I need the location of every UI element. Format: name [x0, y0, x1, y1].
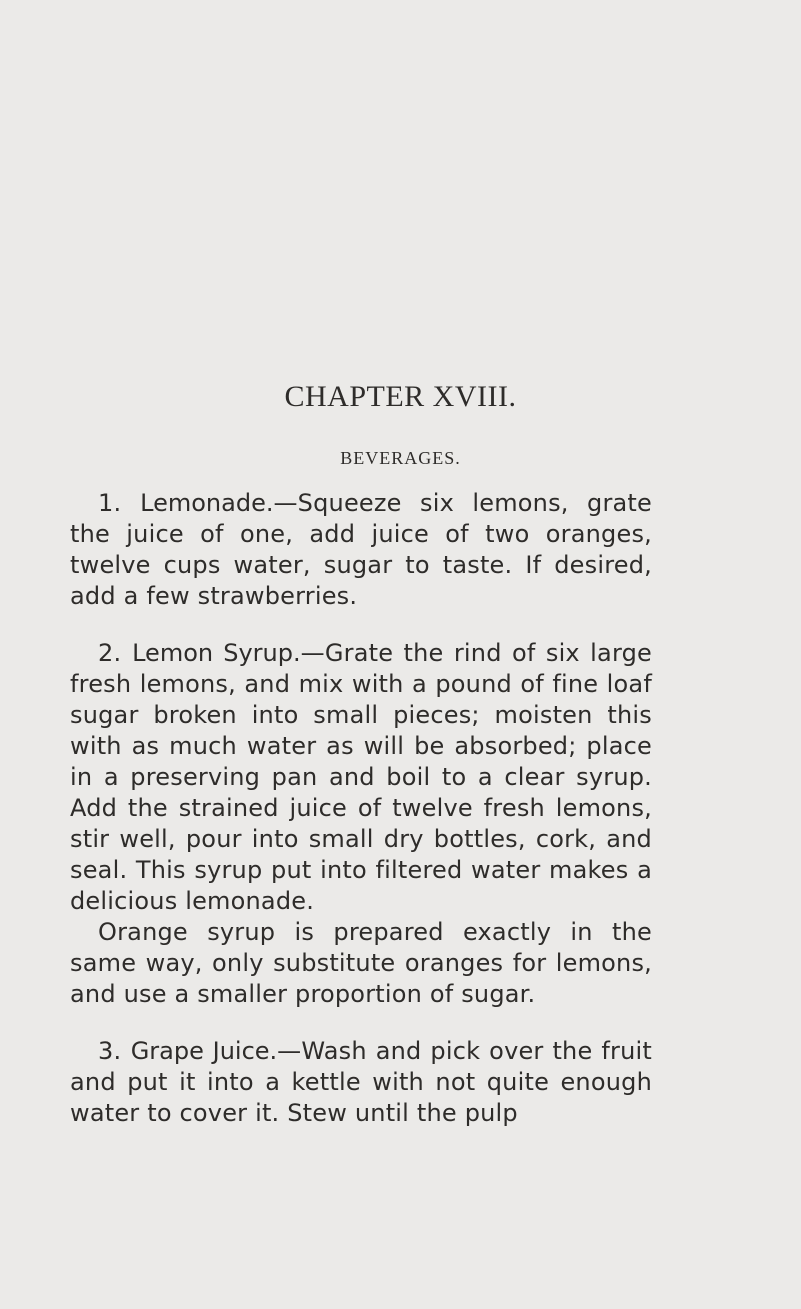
section-title: BEVERAGES. [340, 448, 461, 468]
recipe-grape-juice [70, 1036, 652, 1129]
chapter-title: CHAPTER XVIII. [284, 380, 517, 413]
recipe-lemon-syrup [70, 638, 652, 1010]
recipe-number: 3. [98, 1037, 122, 1065]
recipe-text: —Grate the rind of six large fresh lemons, and mix with a pound of fine loaf sugar broken into small pieces; moisten this with as much water as will be absorbed; place in a preserving pan and boil to a clear syrup. Add the strained juice of twelve fresh lemons, stir well, pour into small dry bottles, cork, and seal. This syrup put into filtered water makes a delicious lemonade. [70, 639, 653, 915]
recipe-title: Lemonade. [140, 489, 274, 517]
recipe-text: —Squeeze six lemons, grate the juice of one, add juice of two oranges, twelve cups water, sugar to taste. If desired, add a few strawberries. [70, 489, 652, 610]
recipe-text: —Wash and pick over the fruit and put it into a kettle with not quite enough water to cover it. Stew until the pulp [70, 1037, 652, 1127]
recipe-number: 1. [98, 489, 122, 517]
recipe-text-continued: Orange syrup is prepared exactly in the same way, only substitute oranges for lemons, and use a smaller proportion of sugar. [70, 918, 652, 1008]
recipe-list [70, 488, 652, 1129]
recipe-lemonade [70, 488, 652, 612]
recipe-number: 2. [98, 639, 122, 667]
recipe-title: Lemon Syrup. [132, 639, 301, 667]
recipe-title: Grape Juice. [130, 1037, 278, 1065]
